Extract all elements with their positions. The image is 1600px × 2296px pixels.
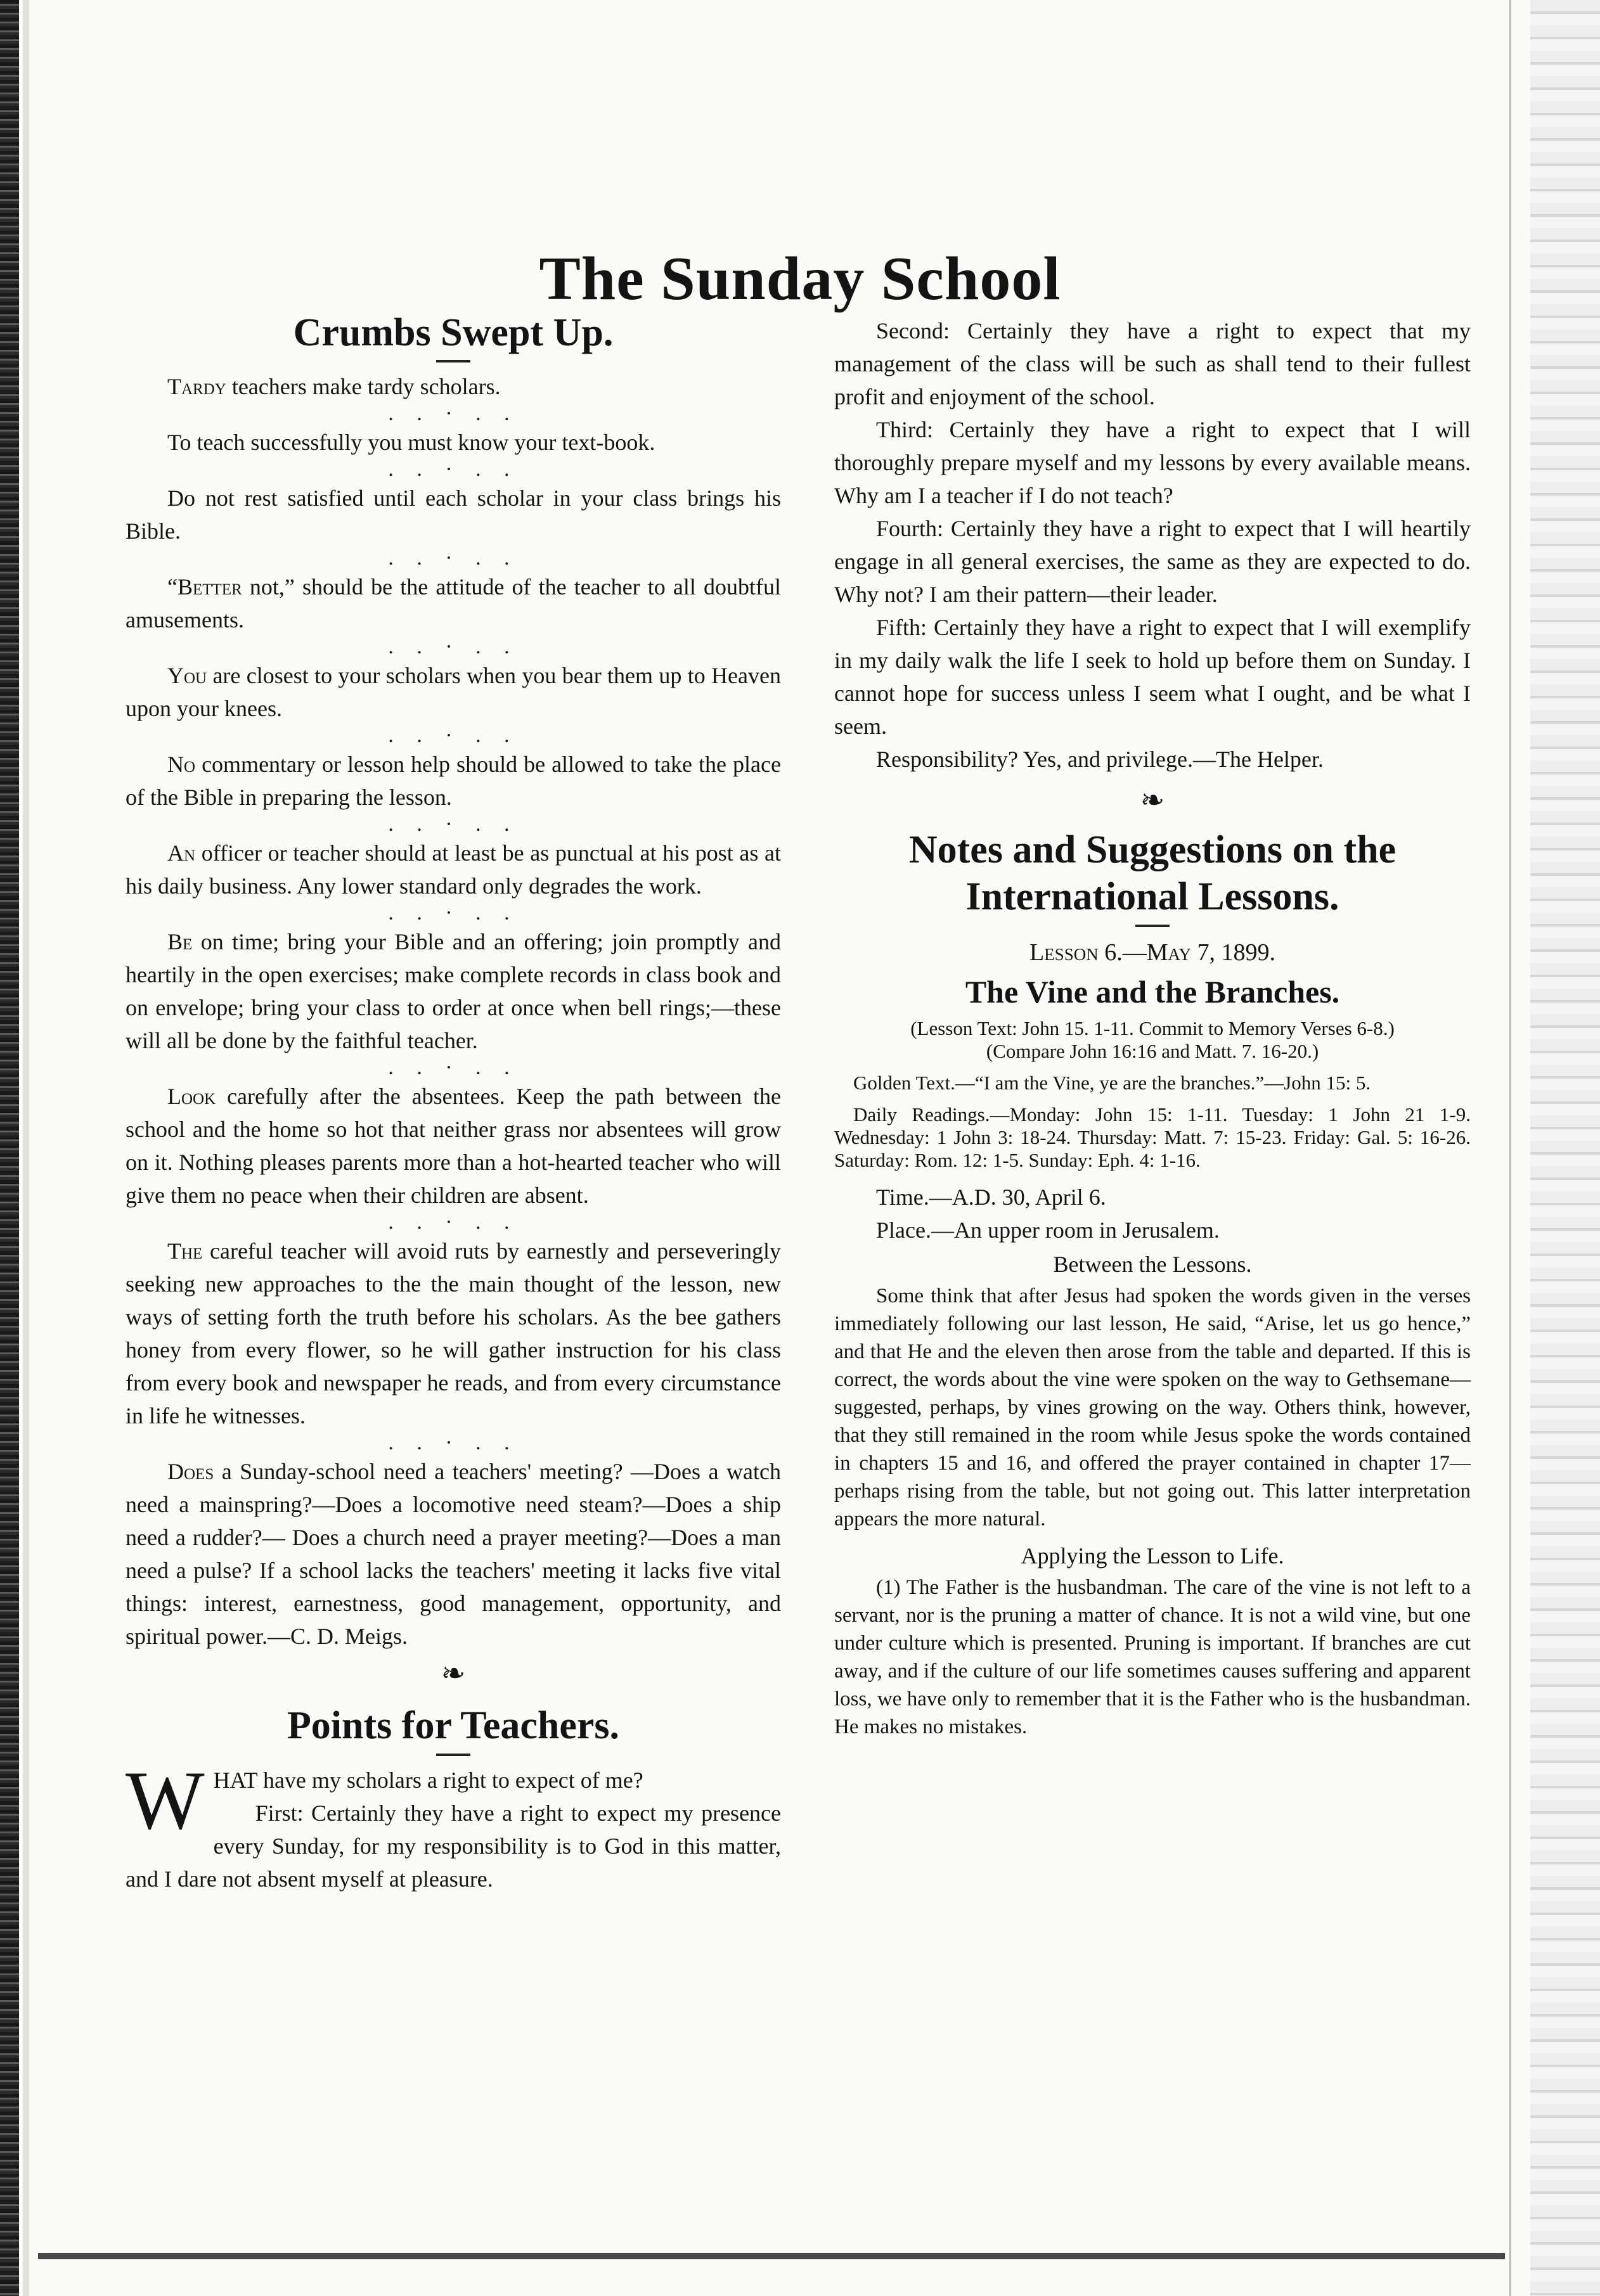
between-heading: Between the Lessons. bbox=[1053, 1251, 1252, 1277]
ornament-fleuron: ❧ bbox=[1140, 784, 1165, 816]
points-para: Fifth: Certainly they have a right to expect that I will exemplify in my daily walk the life I seek to hold up before them on Sunday. I cannot hope for success unless I seem what I ought, and be what I seem. bbox=[834, 615, 1471, 739]
between-text: Some think that after Jesus had spoken the words given in the verses immediately following our last lesson, He said, “Arise, let us go hence,” and that He and the eleven then arose from the table and departed. If this is correct, the words about the vine were spoken on the way to Gethsemane—suggested, perhaps, by vines growing on the way. Others think, however, that they still remained in the room while Jesus spoke the words contained in chapters 15 and 16, and offered the prayer contained in chapter 17—perhaps rising from the table, but not going out. This latter interpretation appears the more natural. bbox=[834, 1284, 1471, 1530]
left-column bbox=[126, 309, 781, 1895]
applying-text: (1) The Father is the husbandman. The care of the vine is not left to a servant, nor is the pruning a matter of chance. It is not a wild vine, but one under culture which is presented. Pruning is important. If branches are cut away, and if the culture of our life sometimes causes suffering and apparent loss, we have only to remember that it is the Father who is the husbandman. He makes no mistakes. bbox=[834, 1575, 1471, 1738]
crumb-item: Look carefully after the absentees. Keep the path between the school and the home so hot that neither grass nor absentees will grow on it. Nothing pleases parents more than a hot-hearted teacher who will give them no peace when their children are absent. bbox=[126, 1084, 781, 1209]
lesson-place: Place.—An upper room in Jerusalem. bbox=[876, 1217, 1220, 1243]
points-para: Third: Certainly they have a right to expect that I will thoroughly prepare myself and my lessons by every available means. Why am I a teacher if I do not teach? bbox=[834, 417, 1471, 508]
separator-dots: . . · . . bbox=[388, 635, 519, 659]
applying-heading: Applying the Lesson to Life. bbox=[1021, 1542, 1284, 1568]
points-first: First: Certainly they have a right to expect my presence every Sunday, for my responsibility is to God in this matter, and I dare not absent myself at pleasure. bbox=[126, 1800, 781, 1892]
notes-heading-line2: International Lessons. bbox=[965, 875, 1339, 919]
crumb-item: To teach successfully you must know your text-book. bbox=[167, 430, 655, 456]
lesson-time: Time.—A.D. 30, April 6. bbox=[876, 1184, 1106, 1210]
heading-rule bbox=[1135, 925, 1170, 927]
lesson-title: The Vine and the Branches. bbox=[965, 973, 1340, 1010]
page-masthead: The Sunday School bbox=[539, 244, 1061, 313]
crumb-item: You are closest to your scholars when you bear them up to Heaven upon your knees. bbox=[126, 663, 781, 722]
crumb-item: Be on time; bring your Bible and an offering; join promptly and heartily in the open exercises; make complete records in class book and on envelope; bring your class to order at once when bell rings;—these will all be done by the faithful teacher. bbox=[126, 929, 781, 1054]
drop-cap: W bbox=[126, 1753, 205, 1847]
heading-rule bbox=[436, 1754, 470, 1756]
points-para: Responsibility? Yes, and privilege.—The Helper. bbox=[876, 747, 1324, 772]
separator-dots: . . · . . bbox=[388, 1056, 519, 1080]
crumb-item: Do not rest satisfied until each scholar in your class brings his Bible. bbox=[126, 485, 781, 544]
right-column bbox=[834, 314, 1471, 1741]
heading-rule bbox=[436, 360, 470, 362]
separator-dots: . . · . . bbox=[388, 901, 519, 925]
scan-fold-line bbox=[1509, 0, 1511, 2296]
separator-dots: . . · . . bbox=[388, 458, 519, 482]
notes-heading-line1: Notes and Suggestions on the bbox=[908, 828, 1397, 871]
separator-dots: . . · . . bbox=[388, 1210, 519, 1235]
separator-dots: . . · . . bbox=[388, 724, 519, 748]
bottom-rule bbox=[38, 2253, 1505, 2259]
scan-binding-edge bbox=[0, 0, 19, 2296]
scan-right-edge bbox=[1530, 0, 1600, 2296]
crumbs-list bbox=[126, 370, 781, 1653]
points-heading: Points for Teachers. bbox=[287, 1704, 620, 1748]
ornament-fleuron: ❧ bbox=[441, 1657, 466, 1690]
crumb-item: An officer or teacher should at least be as punctual at his post as at his daily business. Any lower standard only degrades the work. bbox=[126, 840, 781, 899]
points-para: Second: Certainly they have a right to expect that my management of the class will be such as shall tend to their fullest profit and enjoyment of the school. bbox=[834, 318, 1471, 409]
separator-dots: . . · . . bbox=[388, 1431, 519, 1455]
crumb-item: Tardy teachers make tardy scholars. bbox=[167, 374, 501, 400]
daily-readings: Daily Readings.—Monday: John 15: 1-11. Tuesday: 1 John 21 1-9. Wednesday: 1 John 3: 18-24. Thursday: Matt. 7: 15-23. Friday: Gal. 5: 16-26. Saturday: Rom. 12: 1-5. Sunday: Eph. 4: 1-16. bbox=[834, 1103, 1471, 1171]
separator-dots: . . · . . bbox=[388, 546, 519, 570]
lesson-number: Lesson 6.—May 7, 1899. bbox=[1029, 939, 1276, 966]
scan-shadow bbox=[23, 0, 29, 2296]
lesson-text-ref: (Lesson Text: John 15. 1-11. Commit to Memory Verses 6-8.) bbox=[910, 1017, 1395, 1039]
points-para: Fourth: Certainly they have a right to expect that I will heartily engage in all general exercises, the same as they are expected to do. Why not? I am their pattern—their leader. bbox=[834, 516, 1471, 607]
crumb-item: Does a Sunday-school need a teachers' meeting? —Does a watch need a mainspring?—Does a locomotive need steam?—Does a ship need a rudder?— Does a church need a prayer meeting?—Does a man need a pulse? If a school lacks the teachers' meeting it lacks five vital things: interest, earnestness, good management, opportunity, and spiritual power.—C. D. Meigs. bbox=[126, 1459, 781, 1650]
golden-text: Golden Text.—“I am the Vine, ye are the branches.”—John 15: 5. bbox=[853, 1071, 1371, 1094]
crumbs-heading: Crumbs Swept Up. bbox=[293, 311, 614, 354]
compare-ref: (Compare John 16:16 and Matt. 7. 16-20.) bbox=[986, 1039, 1319, 1062]
separator-dots: . . · . . bbox=[388, 402, 519, 426]
points-opening: WHAT have my scholars a right to expect of me? bbox=[126, 1753, 643, 1847]
separator-dots: . . · . . bbox=[388, 812, 519, 837]
crumb-item: “Better not,” should be the attitude of the teacher to all doubtful amusements. bbox=[126, 574, 781, 633]
crumb-item: No commentary or lesson help should be allowed to take the place of the Bible in preparing the lesson. bbox=[126, 752, 781, 811]
crumb-item: The careful teacher will avoid ruts by earnestly and perseveringly seeking new approaches to the the main thought of the lesson, new ways of setting forth the truth before his scholars. As the bee gathers honey from every flower, so he will gather instruction for his class from every book and newspaper he reads, and from every circumstance in life he witnesses. bbox=[126, 1238, 781, 1429]
